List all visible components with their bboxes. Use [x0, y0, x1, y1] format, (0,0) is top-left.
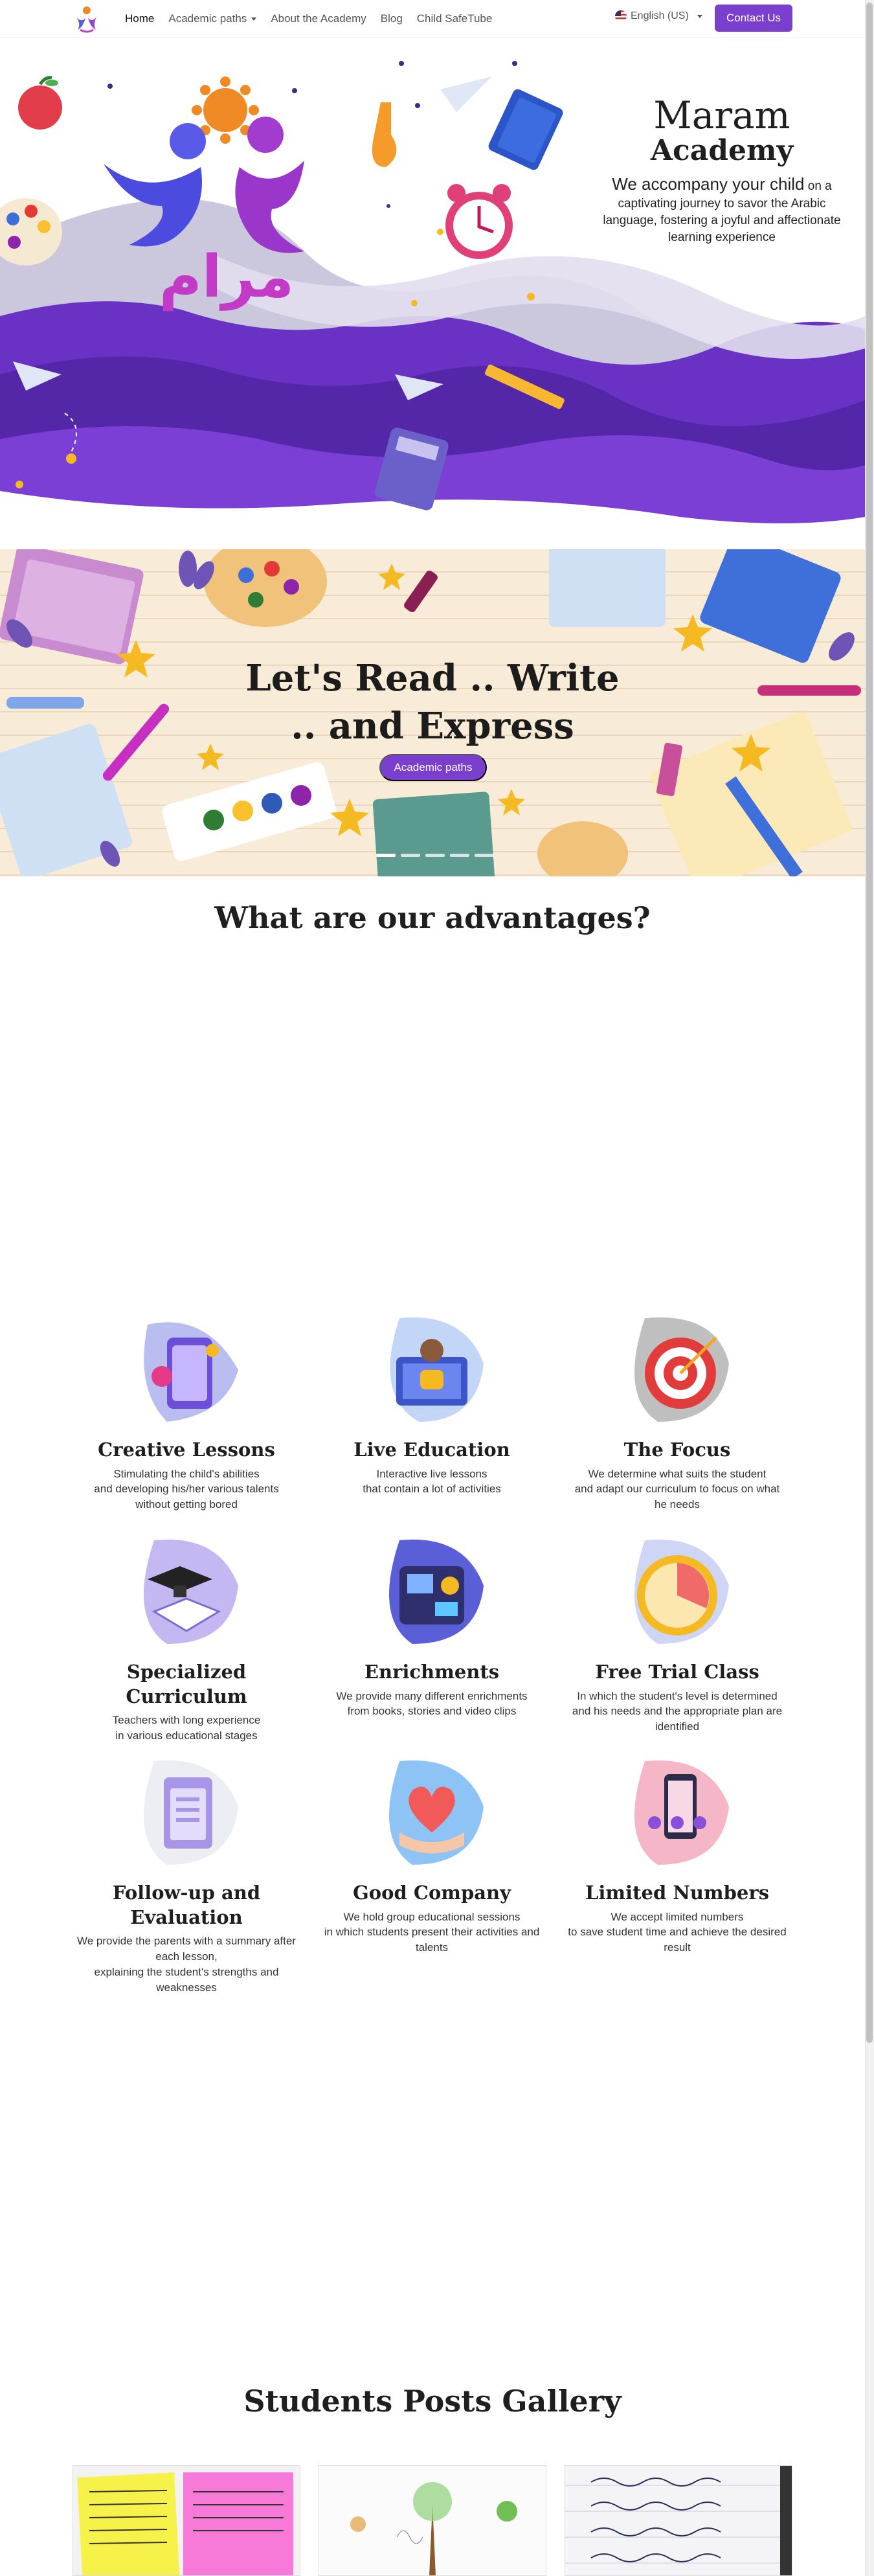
carousel-dot[interactable]	[401, 854, 420, 857]
marker-icon	[757, 685, 861, 696]
carousel-dot[interactable]	[376, 854, 396, 857]
hero-description-rest: on a captivating journey to savor the Arabic language, fostering a joyful and affectionate learning experience	[603, 179, 841, 244]
nav-academic-paths[interactable]	[168, 12, 256, 25]
nav-blog[interactable]: Blog	[380, 12, 403, 25]
carousel-dot[interactable]	[425, 854, 445, 857]
chevron-down-icon	[251, 17, 256, 21]
feature-title: Good Company	[353, 1882, 511, 1904]
carousel-dot[interactable]	[450, 854, 469, 857]
feature-description: We hold group educational sessions in which students present their activities and talents	[324, 1910, 540, 1954]
contact-us-button[interactable]: Contact Us	[715, 5, 792, 32]
gallery-image[interactable]	[73, 2465, 300, 2576]
feature-good-company	[322, 1755, 542, 1955]
top-navbar	[0, 0, 865, 38]
target-icon	[619, 1312, 735, 1428]
heart-hand-icon	[374, 1755, 490, 1871]
banner-title: Let's Read .. Write .. and Express	[245, 657, 620, 748]
feature-title: Limited Numbers	[585, 1882, 769, 1904]
student-post-image	[73, 2466, 300, 2576]
feature-title: Follow-up and Evaluation	[112, 1882, 261, 1928]
clipboard-icon	[128, 1755, 245, 1871]
alarm-clock-icon	[445, 184, 513, 259]
feature-free-trial-class	[567, 1534, 787, 1735]
svg-text:مرام: مرام	[159, 243, 295, 311]
academy-logo-icon[interactable]	[71, 4, 102, 34]
blue-book-icon	[698, 549, 842, 665]
feature-description: We provide the parents with a summary after each lesson, explaining the student's strengths and weaknesses	[77, 1935, 296, 1994]
feature-specialized-curriculum	[76, 1534, 297, 1744]
advantages-heading: What are our advantages?	[214, 900, 651, 935]
feature-description: We provide many different enrichments from books, stories and video clips	[336, 1689, 528, 1718]
nav-about[interactable]: About the Academy	[271, 12, 366, 25]
gallery-image[interactable]	[565, 2465, 792, 2576]
feature-title: Free Trial Class	[595, 1661, 759, 1683]
feature-the-focus	[567, 1312, 787, 1512]
creative-lessons-icon	[128, 1312, 245, 1428]
marker-icon	[6, 697, 84, 709]
feature-title: Creative Lessons	[98, 1439, 275, 1461]
carousel-indicators	[376, 854, 494, 857]
feature-description: Stimulating the child's abilities and developing his/her various talents without getting bored	[94, 1467, 279, 1511]
feature-title: Enrichments	[364, 1661, 500, 1683]
crayon-icon	[101, 701, 172, 782]
us-flag-icon	[615, 10, 627, 22]
language-label: English (US)	[631, 10, 689, 21]
hero-text-block	[602, 93, 842, 245]
scrollbar-thumb[interactable]	[866, 3, 873, 2043]
apple-icon	[18, 78, 62, 130]
crayon-icon	[403, 569, 440, 614]
graduation-book-icon	[128, 1534, 245, 1650]
feature-enrichments	[322, 1534, 542, 1719]
paint-palette-icon	[537, 821, 628, 876]
feature-title: Live Education	[353, 1439, 510, 1461]
paint-palette-icon	[204, 549, 327, 627]
chevron-down-icon	[697, 15, 702, 18]
hero-section	[0, 38, 865, 549]
student-post-image	[565, 2466, 792, 2576]
feature-creative-lessons	[76, 1312, 297, 1512]
nav-academic-paths-label: Academic paths	[168, 12, 247, 25]
feature-title: Specialized Curriculum	[126, 1661, 247, 1707]
green-notebook-icon	[372, 792, 495, 876]
feature-description: In which the student's level is determined and his needs and the appropriate plan are identified	[572, 1689, 783, 1733]
feature-limited-numbers	[567, 1755, 787, 1955]
hero-description-lead: We accompany your child	[612, 174, 805, 194]
hero-title: Maram	[653, 93, 790, 137]
feature-description: We determine what suits the student and adapt our curriculum to focus on what he needs	[574, 1467, 780, 1511]
blue-book-icon	[487, 87, 565, 172]
hero-subtitle: Academy	[650, 133, 794, 167]
gallery-heading: Students Posts Gallery	[243, 2384, 622, 2419]
banner-carousel	[0, 549, 865, 876]
feature-live-education	[322, 1312, 542, 1497]
feature-title: The Focus	[623, 1439, 731, 1461]
student-post-image	[319, 2466, 546, 2576]
feature-description: Interactive live lessons that contain a lot of activities	[363, 1467, 501, 1496]
flask-icon	[372, 102, 396, 167]
nav-child-safetube[interactable]: Child SafeTube	[416, 12, 493, 25]
phone-people-icon	[619, 1755, 735, 1871]
feature-description: We accept limited numbers to save student time and achieve the desired result	[568, 1910, 787, 1954]
paper-plane-icon	[440, 76, 492, 112]
language-selector[interactable]	[615, 10, 702, 22]
enrichments-icon	[374, 1534, 490, 1650]
nav-links	[125, 0, 492, 38]
feature-description: Teachers with long experience in various educational stages	[112, 1714, 261, 1742]
academic-paths-button[interactable]: Academic paths	[379, 754, 487, 781]
hero-description	[602, 173, 842, 245]
gallery-image[interactable]	[319, 2465, 546, 2576]
page-scrollbar[interactable]	[865, 0, 874, 2576]
live-education-icon	[374, 1312, 490, 1428]
feature-follow-up-evaluation	[76, 1755, 297, 1996]
notebook-icon	[549, 549, 666, 627]
nav-home[interactable]: Home	[125, 12, 155, 25]
carousel-dot[interactable]	[475, 854, 494, 857]
timer-icon	[619, 1534, 735, 1650]
